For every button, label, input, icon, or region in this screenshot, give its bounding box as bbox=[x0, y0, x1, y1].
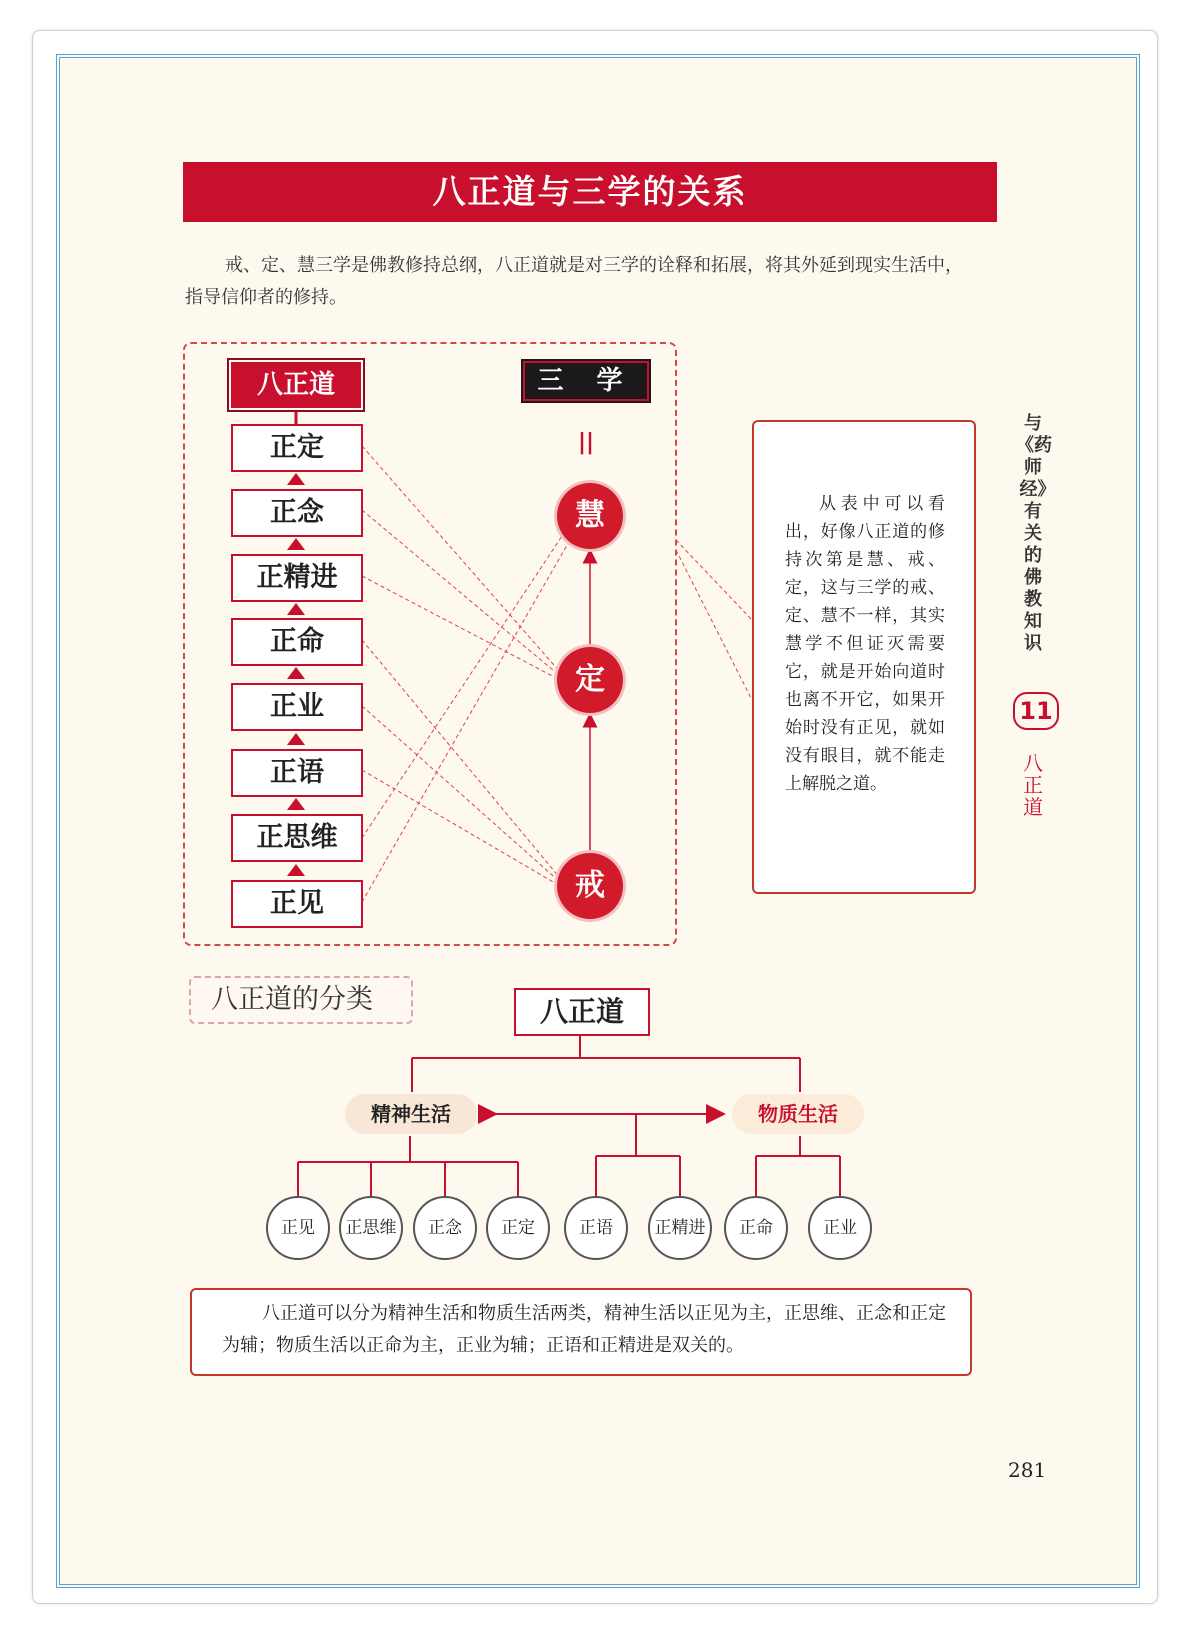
up-triangle-icon bbox=[287, 733, 305, 745]
intro-paragraph: 戒、定、慧三学是佛教修持总纲，八正道就是对三学的诠释和拓展，将其外延到现实生活中，指导信仰者的修持。 bbox=[185, 255, 963, 308]
side-book-title: 与《药师经》有关的佛教知识 bbox=[1016, 413, 1052, 654]
path-box-right-action: 正业 bbox=[231, 683, 363, 731]
path-box-right-speech: 正语 bbox=[231, 749, 363, 797]
summary-text: 八正道可以分为精神生活和物质生活两类，精神生活以正见为主，正思维、正念和正定为辅；物质生活以正命为主，正业为辅；正语和正精进是双关的。 bbox=[222, 1303, 946, 1356]
path-box-right-thought: 正思维 bbox=[231, 814, 363, 862]
path-box-right-concentration: 正定 bbox=[231, 424, 363, 472]
leaf-node: 正业 bbox=[808, 1196, 872, 1260]
classification-label: 八正道的分类 bbox=[189, 976, 413, 1024]
three-studies-header: 三 学 bbox=[521, 359, 651, 403]
up-triangle-icon bbox=[287, 667, 305, 679]
circle-concentration: 定 bbox=[557, 647, 623, 713]
leaf-node: 正思维 bbox=[339, 1196, 403, 1260]
leaf-node: 正见 bbox=[266, 1196, 330, 1260]
path-box-right-view: 正见 bbox=[231, 880, 363, 928]
branch-spiritual-life: 精神生活 bbox=[345, 1094, 477, 1134]
up-triangle-icon bbox=[287, 473, 305, 485]
up-triangle-icon bbox=[287, 864, 305, 876]
note-text: 从表中可以看出，好像八正道的修持次第是慧、戒、定，这与三学的戒、定、慧不一样，其实慧学不但证灭需要它，就是开始向道时也离不开它，如果开始时没有正见，就如没有眼目，就不能走上解脱之道。 bbox=[785, 494, 945, 794]
page-number: 281 bbox=[1008, 1458, 1047, 1482]
page-title: 八正道与三学的关系 bbox=[183, 162, 997, 222]
leaf-node: 正定 bbox=[486, 1196, 550, 1260]
leaf-node: 正精进 bbox=[648, 1196, 712, 1260]
path-box-right-effort: 正精进 bbox=[231, 554, 363, 602]
path-box-right-mindfulness: 正念 bbox=[231, 489, 363, 537]
circle-discipline: 戒 bbox=[557, 853, 623, 919]
classification-root: 八正道 bbox=[514, 988, 650, 1036]
circle-wisdom: 慧 bbox=[557, 483, 623, 549]
branch-material-life: 物质生活 bbox=[732, 1094, 864, 1134]
path-box-right-livelihood: 正命 bbox=[231, 618, 363, 666]
equals-sign: || bbox=[578, 430, 595, 455]
chapter-number-badge: 11 bbox=[1013, 692, 1059, 730]
leaf-node: 正语 bbox=[564, 1196, 628, 1260]
up-triangle-icon bbox=[287, 538, 305, 550]
side-section-title: 八正道 bbox=[1023, 751, 1043, 819]
up-triangle-icon bbox=[287, 798, 305, 810]
eightfold-path-header: 八正道 bbox=[231, 362, 361, 408]
up-triangle-icon bbox=[287, 603, 305, 615]
leaf-node: 正命 bbox=[724, 1196, 788, 1260]
leaf-node: 正念 bbox=[413, 1196, 477, 1260]
